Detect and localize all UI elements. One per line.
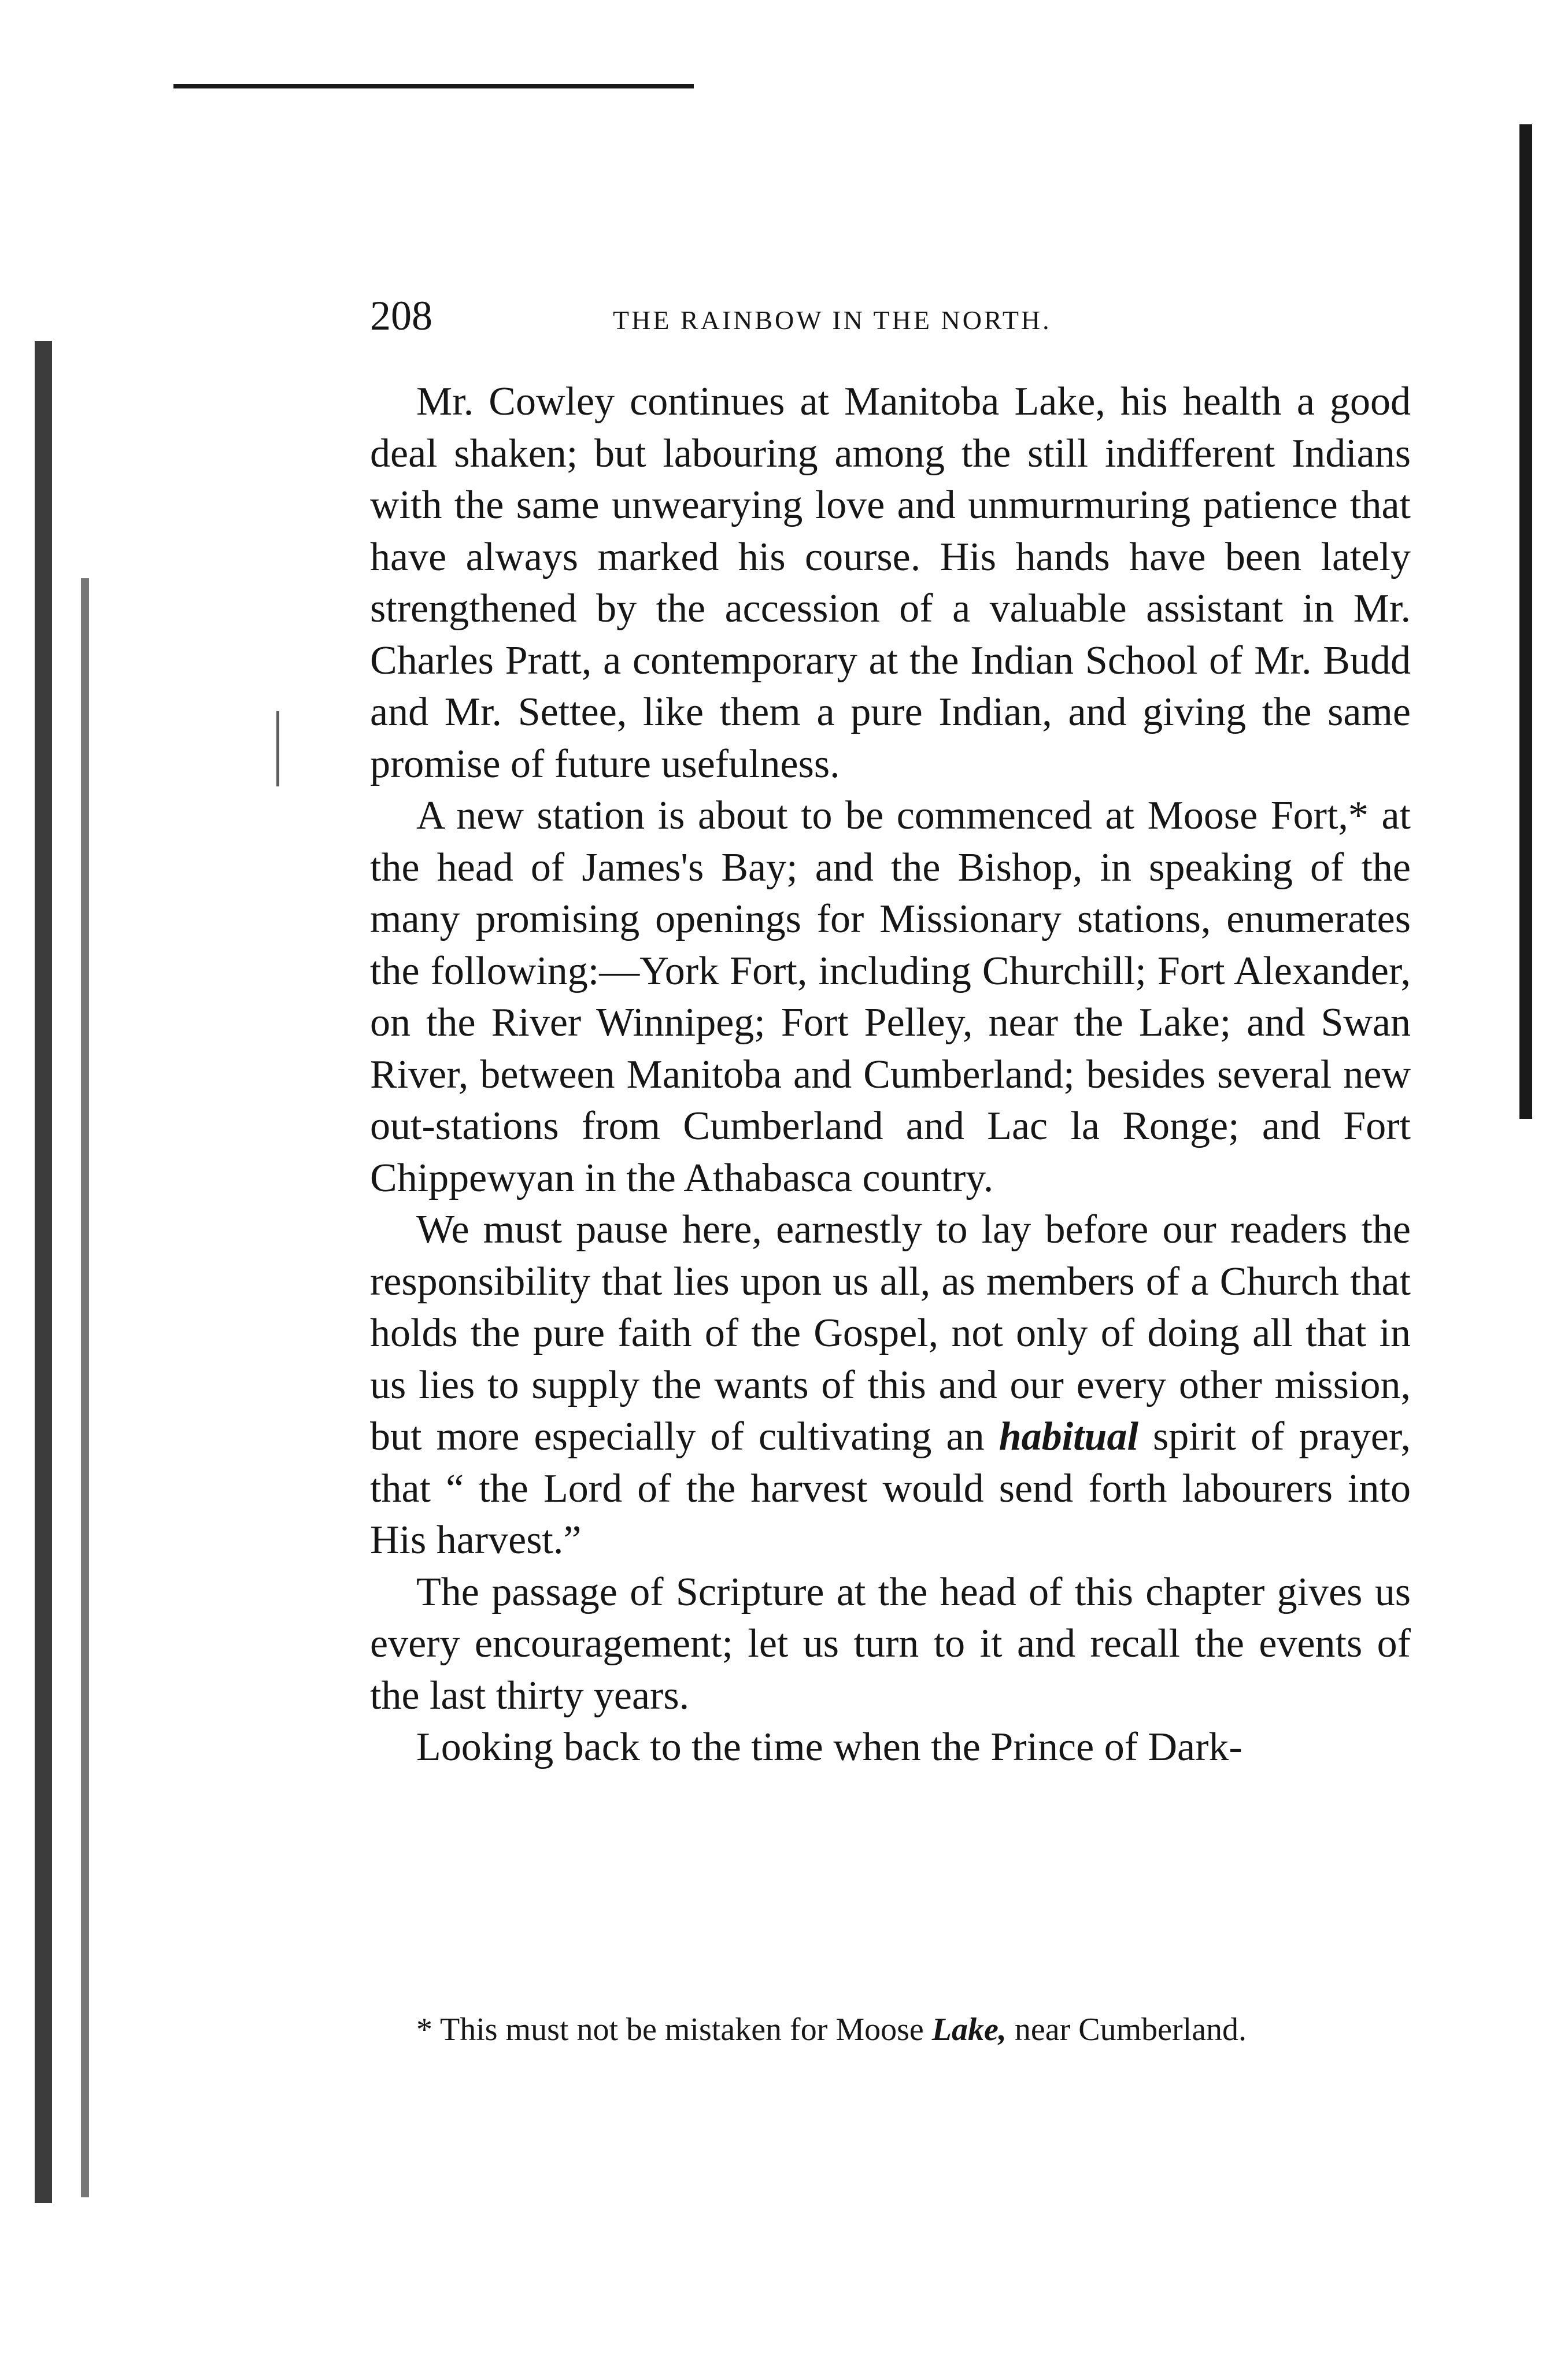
paragraph-3-end: spirit of prayer, that “ the Lord of the harvest would send forth labourers into His harvest.”	[370, 1414, 1411, 1562]
paragraph-4: The passage of Scripture at the head of this chapter gives us every encouragement; let us turn to it and recall the events of the last thirty years.	[370, 1569, 1411, 1718]
scan-top-edge	[173, 84, 694, 88]
footnote-prefix: * This must not be mistaken for Moose	[416, 2012, 932, 2048]
scan-margin-mark	[276, 711, 279, 786]
paragraph-5: Looking back to the time when the Prince of Dark-	[416, 1725, 1242, 1769]
page-number: 208	[370, 293, 432, 339]
footnote-suffix: near Cumberland.	[1006, 2012, 1247, 2048]
footnote-italic: Lake,	[931, 2012, 1007, 2048]
running-title: THE RAINBOW IN THE NORTH.	[613, 305, 1052, 335]
paragraph-3-start: We must pause here, earnestly to lay before our readers the responsibility that lies upon us all, as members of a Church that holds the pure faith of the Gospel, not only of doing all that in us lies to supply the wants of this and our every other mission, but more especially of cultivating an	[370, 1207, 1411, 1459]
footnote	[370, 2007, 1411, 2053]
scan-right-bar	[1519, 124, 1532, 1119]
scan-left-edge	[35, 341, 52, 2203]
page-header	[370, 292, 1411, 361]
paragraph-3	[370, 1204, 1411, 1566]
paragraph-2: A new station is about to be commenced at Moose Fort,* at the head of James's Bay; and the Bishop, in speaking of the many promising openings for Missionary stations, enumerates the following:—York Fort, including Churchill; Fort Alexander, on the River Winnipeg; Fort Pelley, near the Lake; and Swan River, between Manitoba and Cumberland; besides several new out-stations from Cumberland and Lac la Ronge; and Fort Chippewyan in the Athabasca country.	[370, 793, 1411, 1200]
body-text	[370, 376, 1411, 1773]
paragraph-3-emphasis: habitual	[999, 1414, 1138, 1459]
paragraph-1: Mr. Cowley continues at Manitoba Lake, his health a good deal shaken; but labouring among the still indifferent Indians with the same unwearying love and unmurmuring patience that have always marked his course. His hands have been lately strengthened by the accession of a valuable assistant in Mr. Charles Pratt, a contemporary at the Indian School of Mr. Budd and Mr. Settee, like them a pure Indian, and giving the same promise of future usefulness.	[370, 379, 1411, 786]
scan-left-edge-inner	[81, 578, 89, 2197]
